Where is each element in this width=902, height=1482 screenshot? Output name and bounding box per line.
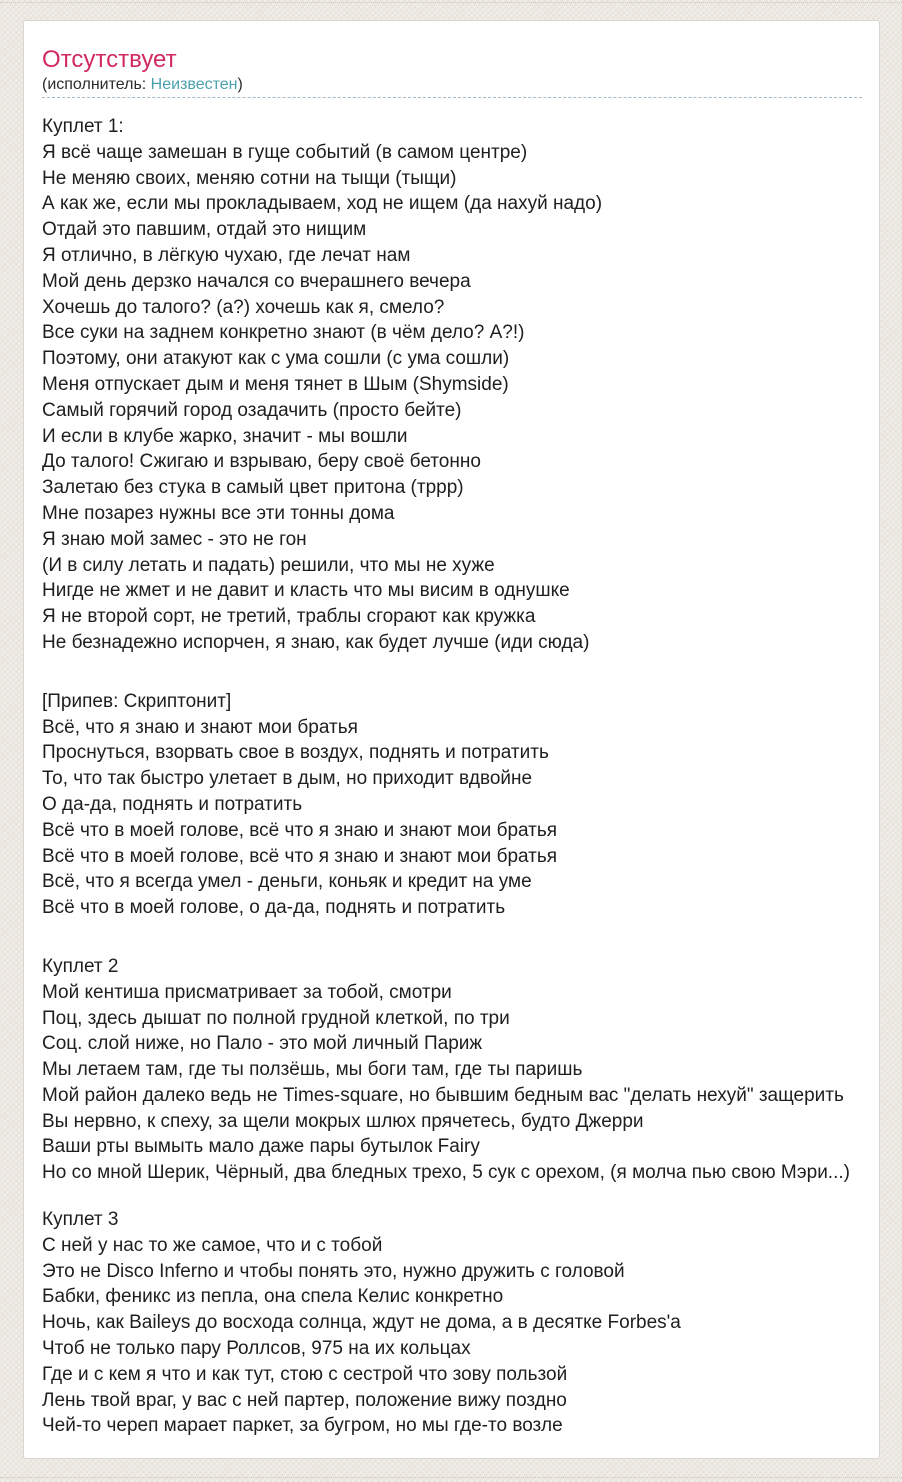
lyric-line: (И в силу летать и падать) решили, что мы не хуже	[42, 554, 495, 576]
lyrics-card	[23, 20, 880, 1459]
lyric-line: Я всё чаще замешан в гуще событий (в самом центре)	[42, 141, 528, 163]
lyric-line: Мой день дерзко начался со вчерашнего вечера	[42, 270, 471, 292]
lyric-line: Самый горячий город озадачить (просто бейте)	[42, 399, 462, 421]
song-title: Отсутствует	[42, 46, 177, 73]
lyric-line: Но со мной Шерик, Чёрный, два бледных трехо, 5 сук с орехом, (я молча пью свою Мэри...)	[42, 1162, 850, 1184]
lyric-line: С ней у нас то же самое, что и с тобой	[42, 1234, 383, 1256]
lyric-line: Это не Disco Inferno и чтобы понять это, нужно дружить с головой	[42, 1260, 625, 1282]
lyric-line: Я не второй сорт, не третий, траблы сгорают как кружка	[42, 606, 536, 628]
lyric-line: Не меняю своих, меняю сотни на тыщи (тыщи)	[42, 167, 457, 189]
lyric-line: Отдай это павшим, отдай это нищим	[42, 219, 367, 241]
lyric-line: [Припев: Скриптонит]	[42, 690, 232, 712]
lyric-line: Мне позарез нужны все эти тонны дома	[42, 502, 395, 524]
page-edge-dotted-line-bottom	[0, 1477, 902, 1478]
lyric-line: Всё что в моей голове, всё что я знаю и знают мои братья	[42, 819, 558, 841]
lyric-line: Ваши рты вымыть мало даже пары бутылок Fairy	[42, 1136, 480, 1158]
lyric-line: Я знаю мой замес - это не гон	[42, 528, 307, 550]
artist-label-close: )	[237, 76, 243, 93]
lyric-line: Всё, что я знаю и знают мои братья	[42, 716, 358, 738]
lyric-line: Поц, здесь дышат по полной грудной клеткой, по три	[42, 1007, 510, 1029]
lyric-line: То, что так быстро улетает в дым, но приходит вдвойне	[42, 768, 533, 790]
lyric-line: Мы летаем там, где ты ползёшь, мы боги там, где ты паришь	[42, 1059, 583, 1081]
page-edge-dotted-line-top	[0, 2, 902, 3]
artist-link[interactable]: Неизвестен	[150, 76, 238, 93]
lyric-line: Все суки на заднем конкретно знают (в чём дело? А?!)	[42, 322, 525, 344]
lyric-section-verse-2	[42, 954, 862, 1186]
lyrics	[42, 114, 862, 1439]
lyric-line: Нигде не жмет и не давит и класть что мы висим в однушке	[42, 580, 570, 602]
lyric-line: Соц. слой ниже, но Пало - это мой личный Париж	[42, 1033, 483, 1055]
lyric-line: Проснуться, взорвать свое в воздух, поднять и потратить	[42, 742, 549, 764]
lyric-line: Вы нервно, к спеху, за щели мокрых шлюх прячетесь, будто Джерри	[42, 1110, 644, 1132]
lyric-line: Всё что в моей голове, всё что я знаю и знают мои братья	[42, 845, 558, 867]
artist-label-open: (исполнитель:	[42, 76, 151, 93]
lyric-line: Меня отпускает дым и меня тянет в Шым (Shymside)	[42, 373, 509, 395]
lyric-line: Где и с кем я что и как тут, стою с сестрой что зову пользой	[42, 1363, 568, 1385]
lyric-line: Лень твой враг, у вас с ней партер, положение вижу поздно	[42, 1389, 567, 1411]
lyric-line: Ночь, как Baileys до восхода солнца, ждут не дома, а в десятке Forbes'a	[42, 1312, 681, 1334]
lyric-line: Всё что в моей голове, о да-да, поднять и потратить	[42, 897, 506, 919]
lyric-line: Куплет 2	[42, 955, 119, 977]
lyric-line: Мой кентиша присматривает за тобой, смотри	[42, 981, 452, 1003]
lyric-line: Залетаю без стука в самый цвет притона (тррр)	[42, 477, 464, 499]
lyric-line: До талого! Сжигаю и взрываю, беру своё бетонно	[42, 451, 481, 473]
lyric-line: И если в клубе жарко, значит - мы вошли	[42, 425, 408, 447]
lyric-line: Куплет 3	[42, 1209, 119, 1231]
lyric-line: О да-да, поднять и потратить	[42, 793, 303, 815]
lyric-line: Хочешь до талого? (а?) хочешь как я, смело?	[42, 296, 445, 318]
lyric-line: Чтоб не только пару Роллсов, 975 на их кольцах	[42, 1338, 471, 1360]
lyric-line: Чей-то череп марает паркет, за бугром, но мы где-то возле	[42, 1415, 563, 1437]
lyric-line: Мой район далеко ведь не Times-square, но бывшим бедным вас "делать нехуй" защерить	[42, 1084, 844, 1106]
lyric-section-verse-3	[42, 1207, 862, 1439]
artist-line	[42, 76, 862, 98]
lyric-line: А как же, если мы прокладываем, ход не ищем (да нахуй надо)	[42, 193, 603, 215]
lyric-line: Я отлично, в лёгкую чухаю, где лечат нам	[42, 244, 411, 266]
lyric-line: Всё, что я всегда умел - деньги, коньяк и кредит на уме	[42, 871, 532, 893]
lyric-line: Не безнадежно испорчен, я знаю, как будет лучше (иди сюда)	[42, 631, 590, 653]
lyric-line: Куплет 1:	[42, 116, 124, 137]
lyric-line: Поэтому, они атакуют как с ума сошли (с ума сошли)	[42, 348, 510, 370]
lyric-line: Бабки, феникс из пепла, она спела Келис конкретно	[42, 1286, 504, 1308]
lyric-section-verse-1	[42, 114, 862, 656]
lyric-section-chorus	[42, 689, 862, 921]
